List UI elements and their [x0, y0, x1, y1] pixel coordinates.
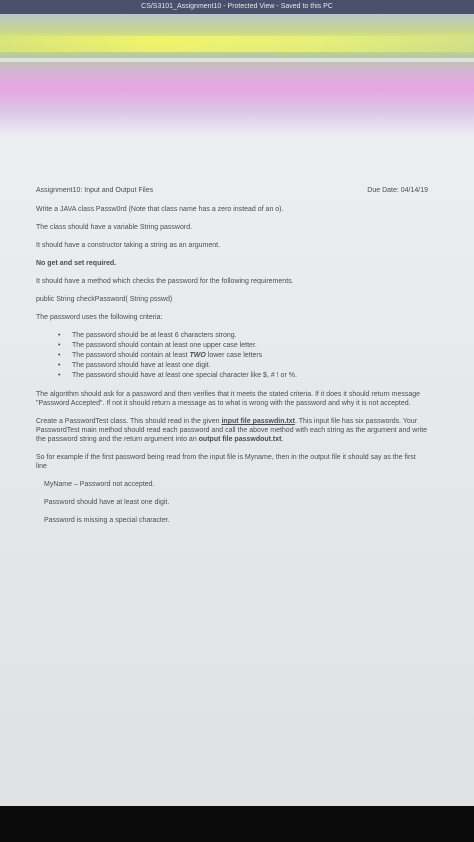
- criteria-lowercase: [72, 352, 262, 359]
- criteria-lowercase-emphasis: TWO: [189, 352, 206, 359]
- paragraph-algorithm: The algorithm should ask for a password and then verifies that it meets the stated criteria. If it does it should return message "Password Accepted". If not it should return a message as to what is wrong with the password and why it is not accepted.: [36, 391, 421, 407]
- paragraph-variable: The class should have a variable String password.: [36, 224, 193, 231]
- example-line-2: Password should have at least one digit.: [44, 499, 170, 506]
- title-bar: CS/S3101_Assignment10 - Protected View - Saved to this PC: [0, 0, 474, 14]
- criteria-lowercase-post: lower case letters: [205, 352, 263, 359]
- bullet-icon: •: [58, 352, 61, 359]
- list-item: [58, 341, 428, 350]
- taskbar: [0, 806, 474, 842]
- paragraph-class-name: Write a JAVA class Passw0rd (Note that class name has a zero instead of an o).: [36, 206, 284, 213]
- bullet-icon: •: [58, 342, 61, 349]
- list-item: [58, 361, 428, 370]
- output-file-name: output file passwdout.txt: [198, 436, 282, 443]
- criteria-special: The password should have at least one special character like $, # ! or %.: [72, 372, 297, 379]
- example-line-3: Password is missing a special character.: [44, 517, 170, 524]
- list-item: [58, 351, 428, 360]
- list-item: [58, 371, 428, 380]
- ribbon-divider: [0, 58, 474, 62]
- paragraph-constructor: It should have a constructor taking a string as an argument.: [36, 242, 221, 249]
- bullet-icon: •: [58, 362, 61, 369]
- password-test-end: .: [281, 436, 284, 443]
- bullet-icon: •: [58, 372, 61, 379]
- paragraph-password-test: [36, 417, 428, 444]
- password-test-pre: Create a PasswordTest class. This should read in the given: [36, 418, 222, 425]
- paragraph-signature: public String checkPassword( String psswd): [36, 296, 173, 303]
- paragraph-no-get-set: No get and set required.: [36, 260, 117, 267]
- list-item: [58, 331, 428, 340]
- document-body: [36, 186, 428, 534]
- bullet-icon: •: [58, 332, 61, 339]
- header-row: [36, 186, 428, 195]
- document-page: [0, 138, 474, 806]
- criteria-length: The password should be at least 6 characters strong.: [72, 332, 237, 339]
- paragraph-method: It should have a method which checks the password for the following requirements.: [36, 278, 294, 285]
- ribbon-area: [0, 14, 474, 138]
- criteria-digit: The password should have at least one digit.: [72, 362, 211, 369]
- assignment-heading: Assignment10: Input and Output Files: [36, 187, 154, 194]
- criteria-lowercase-pre: The password should contain at least: [72, 352, 190, 359]
- protected-view-bar: [0, 36, 474, 52]
- paragraph-example-intro: So for example if the first password being read from the input file is Myname, then in the output file it should say as the first line: [36, 454, 416, 470]
- input-file-name: input file passwdin.txt: [221, 418, 295, 425]
- paragraph-criteria-intro: The password uses the following criteria:: [36, 314, 163, 321]
- password-test-mid: . This input file has six passwords. Your PasswordTest main method should read each password and call the above method with each string as the argument and write the password string and the return argument into an: [36, 418, 428, 443]
- due-date: Due Date: 04/14/19: [367, 187, 428, 194]
- example-line-1: MyName – Password not accepted.: [44, 481, 155, 488]
- criteria-list: [36, 331, 428, 380]
- criteria-uppercase: The password should contain at least one upper case letter.: [72, 342, 257, 349]
